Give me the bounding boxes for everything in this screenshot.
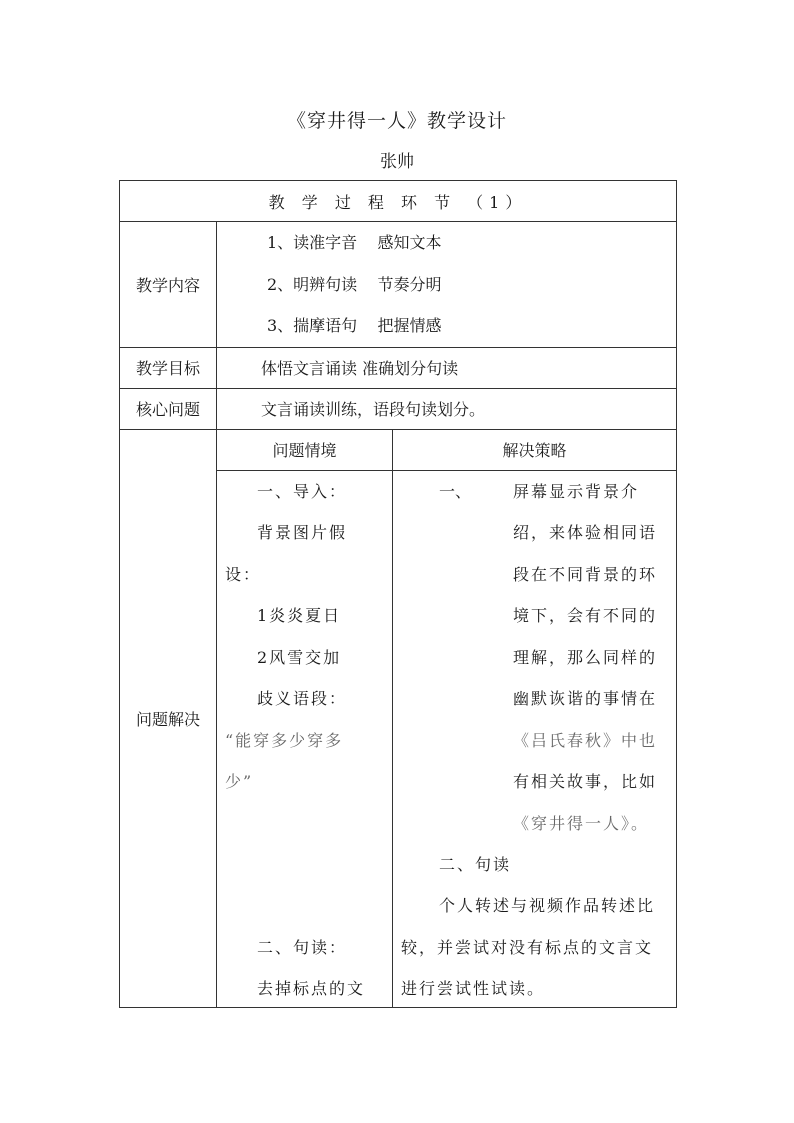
strategy-line: 幽默诙谐的事情在	[513, 689, 658, 708]
goal-text: 体悟文言诵读 准确划分句读	[217, 347, 677, 388]
situation-quote: “能穿多少穿多	[225, 730, 344, 750]
strategy-step-number: 一、	[439, 481, 472, 501]
situation-text: 背景图片假	[257, 523, 348, 542]
strategy-step-title: 二、句读	[439, 854, 512, 874]
situation-text: 设：	[225, 564, 262, 584]
content-label: 教学内容	[120, 222, 217, 348]
core-text: 文言诵读训练，语段句读划分。	[217, 388, 677, 429]
strategy-line: 《穿井得一人》。	[513, 813, 650, 833]
strategy-line: 屏幕显示背景介	[513, 481, 640, 501]
core-label: 核心问题	[120, 388, 217, 429]
content-item: 3、揣摩语句 把握情感	[267, 316, 442, 335]
situation-text: 歧义语段：	[257, 689, 348, 708]
strategy-line: 境下，会有不同的	[513, 606, 658, 625]
strategy-column-header: 解决策略	[393, 429, 677, 470]
strategy-line: 绍，来体验相同语	[513, 523, 658, 542]
situation-reading: 二、句读：	[257, 937, 348, 957]
strategy-line: 有相关故事，比如	[513, 772, 658, 791]
situation-item: 2风雪交加	[257, 647, 342, 667]
situation-quote: 少”	[225, 772, 254, 791]
document-title: 《穿井得一人》教学设计	[286, 110, 507, 132]
strategy-cell	[393, 470, 677, 1007]
content-item: 2、明辨句读 节奏分明	[267, 274, 442, 294]
situation-text: 去掉标点的文	[257, 979, 366, 998]
situation-cell	[217, 470, 393, 1007]
strategy-line: 《吕氏春秋》中也	[513, 730, 658, 750]
strategy-text: 较，并尝试对没有标点的文言文	[401, 937, 654, 957]
table-header: 教 学 过 程 环 节 （1）	[120, 181, 677, 222]
author-name: 张帅	[380, 152, 414, 172]
strategy-line: 段在不同背景的环	[513, 564, 658, 584]
situation-column-header: 问题情境	[217, 429, 393, 470]
content-item: 1、读准字音 感知文本	[267, 233, 442, 252]
situation-intro: 一、导入：	[257, 481, 348, 501]
solve-label: 问题解决	[120, 429, 217, 1007]
strategy-text: 进行尝试性试读。	[401, 979, 546, 998]
situation-item: 1炎炎夏日	[257, 606, 342, 625]
strategy-line: 理解，那么同样的	[513, 647, 658, 667]
content-list	[217, 222, 677, 348]
goal-label: 教学目标	[120, 347, 217, 388]
lesson-plan-table	[119, 180, 677, 1008]
strategy-text: 个人转述与视频作品转述比	[439, 896, 656, 915]
